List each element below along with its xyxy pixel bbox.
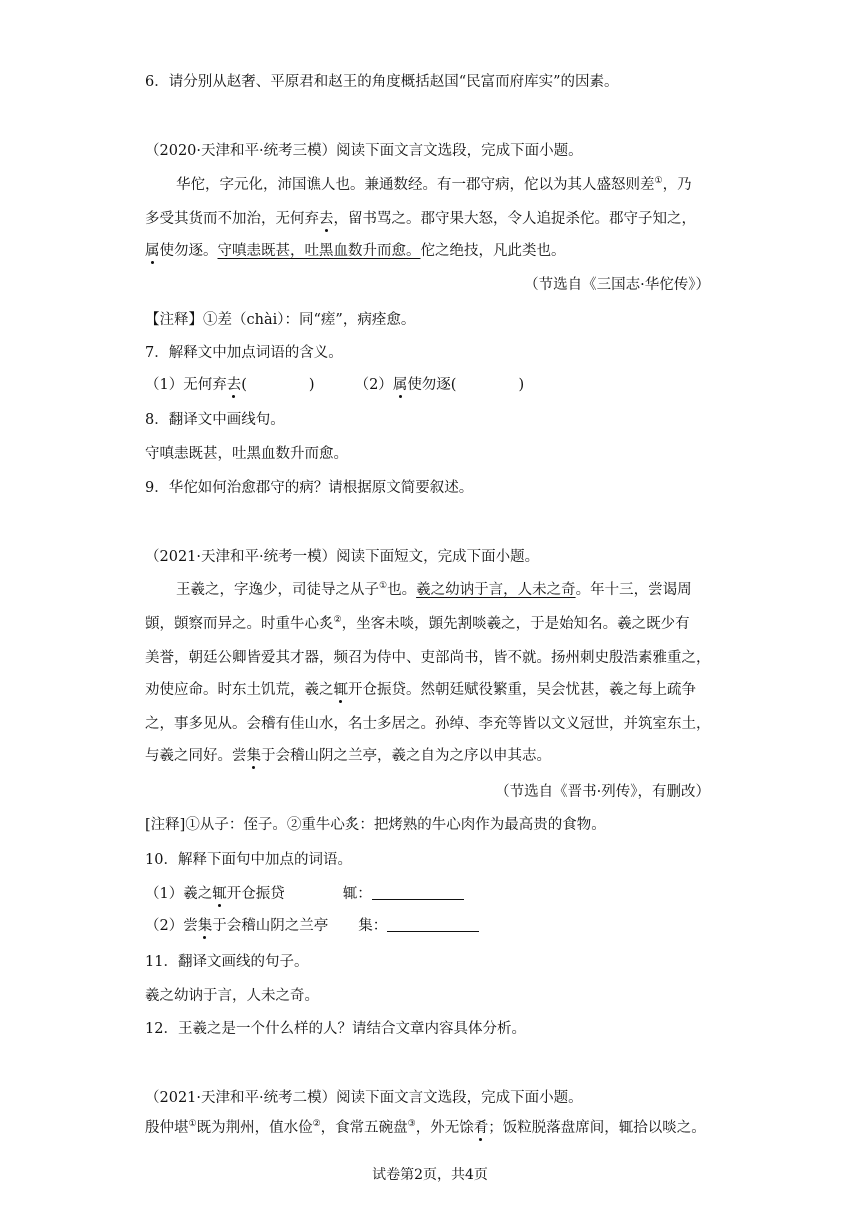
text: 于会稽山阴之兰亭，羲之自为之序以申其志。 <box>261 748 551 764</box>
text: 多受其货而不加治，无何弃 <box>145 211 319 227</box>
text: ，食常五碗盘 <box>320 1120 408 1136</box>
question-11-text: 羲之幼讷于言，人未之奇。 <box>145 988 319 1004</box>
passage-2-source: （节选自《晋书·列传》，有删改） <box>495 784 710 800</box>
text: ，坐客未啖，顗先割啖羲之，于是始知名。羲之既少有 <box>341 616 690 632</box>
question-8: 8．翻译文中画线句。 <box>145 412 285 428</box>
underlined-sentence: 羲之幼讷于言，人未之奇 <box>416 582 576 598</box>
text: 殷仲堪 <box>145 1120 189 1136</box>
answer-label: 辄： <box>342 886 372 902</box>
question-7: 7．解释文中加点词语的含义。 <box>145 345 343 361</box>
answer-blank[interactable] <box>387 917 479 932</box>
text: 。年十三，尝谒周 <box>575 582 692 598</box>
text: ，留书骂之。郡守果大怒，令人追捉杀佗。郡守子知之， <box>333 211 696 227</box>
text: （2）尝 <box>145 918 198 934</box>
text: ，外无馀 <box>415 1120 474 1136</box>
dotted-word: 去 <box>226 377 242 393</box>
dotted-word: 属 <box>145 243 160 259</box>
passage-1-source: （节选自《三国志·华佗传》） <box>524 277 710 293</box>
question-9: 9．华佗如何治愈郡守的病？请根据原文简要叙述。 <box>145 480 474 496</box>
passage-2-note: [注释]①从子：侄子。②重牛心炙：把烤熟的牛心肉作为最高贵的食物。 <box>145 817 606 833</box>
passage-1-line-2 <box>145 209 696 229</box>
dotted-word: 集 <box>246 748 261 764</box>
footnote-marker: ① <box>188 1119 197 1130</box>
passage-2-line-6 <box>145 746 551 766</box>
text: 华佗，字元化，沛国谯人也。兼通数经。有一郡守病，佗以为其人盛怒则差 <box>176 177 655 193</box>
dotted-word: 辄 <box>212 886 227 902</box>
section-2-header: （2021·天津和平·统考一模）阅读下面短文，完成下面小题。 <box>145 549 540 565</box>
text: ) <box>518 377 525 393</box>
text: 使勿逐。 <box>159 243 218 259</box>
underlined-sentence: 守嗔恚既甚，吐黑血数升而愈。 <box>217 243 421 259</box>
section-1-header: （2020·天津和平·统考三模）阅读下面文言文选段，完成下面小题。 <box>145 143 583 159</box>
dotted-word: 辄 <box>333 682 348 698</box>
text: （1）羲之 <box>145 886 213 902</box>
text: 开仓振贷 <box>226 886 285 902</box>
text: 于会稽山阴之兰亭 <box>212 918 329 934</box>
passage-3-line-1 <box>145 1118 706 1138</box>
passage-2-line-1 <box>176 580 692 600</box>
question-10: 10．解释下面句中加点的词语。 <box>145 852 352 868</box>
question-10-item-2 <box>145 916 479 936</box>
passage-1-note: 【注释】①差（chài）：同“瘥”，病痊愈。 <box>145 312 416 328</box>
footnote-marker: ① <box>379 581 388 592</box>
question-10-item-1 <box>145 884 464 904</box>
text: 也。 <box>387 582 417 598</box>
text: 劝使应命。时东土饥荒，羲之 <box>145 682 334 698</box>
text: 使勿逐( <box>407 377 457 393</box>
footnote-marker: ② <box>312 1119 321 1130</box>
footnote-marker: ① <box>654 176 663 187</box>
text: 与羲之同好。尝 <box>145 748 247 764</box>
text: 顗，顗察而异之。时重牛心炙 <box>145 616 334 632</box>
question-12: 12．王羲之是一个什么样的人？请结合文章内容具体分析。 <box>145 1021 526 1037</box>
footnote-marker: ② <box>333 615 342 626</box>
section-3-header: （2021·天津和平·统考二模）阅读下面文言文选段，完成下面小题。 <box>145 1090 583 1106</box>
question-11: 11．翻译文画线的句子。 <box>145 954 309 970</box>
dotted-word: 集 <box>197 918 213 934</box>
text: ；饭粒脱落盘席间，辄拾以啖之。 <box>488 1120 706 1136</box>
text: ，乃 <box>662 177 692 193</box>
passage-1-line-3 <box>145 241 566 261</box>
text: ( <box>241 377 247 393</box>
text: ) <box>308 377 315 393</box>
passage-2-line-5: 之，事多见从。会稽有佳山水，名士多居之。孙绰、李充等皆以文义冠世，并筑室东土， <box>145 716 711 732</box>
text: （2） <box>354 377 393 393</box>
text: 佗之绝技，凡此类也。 <box>420 243 566 259</box>
passage-1-line-1 <box>176 175 692 195</box>
passage-2-line-4 <box>145 680 696 700</box>
question-8-text: 守嗔恚既甚，吐黑血数升而愈。 <box>145 446 348 462</box>
question-7-items <box>145 375 524 395</box>
passage-2-line-3: 美誉，朝廷公卿皆爱其才器，频召为侍中、吏部尚书，皆不就。扬州刺史殷浩素雅重之， <box>145 650 711 666</box>
answer-label: 集： <box>358 918 388 934</box>
text: 既为荆州，值水俭 <box>196 1120 313 1136</box>
dotted-word: 属 <box>392 377 408 393</box>
page-footer: 试卷第2页，共4页 <box>372 1167 488 1183</box>
passage-2-line-2 <box>145 614 690 634</box>
question-6: 6．请分别从赵奢、平原君和赵王的角度概括赵国“民富而府库实”的因素。 <box>145 74 619 90</box>
text: 王羲之，字逸少，司徒导之从子 <box>176 582 379 598</box>
text: （1）无何弃 <box>145 377 227 393</box>
answer-blank[interactable] <box>372 885 464 900</box>
dotted-word: 肴 <box>473 1120 489 1136</box>
dotted-word: 去 <box>319 211 334 227</box>
footnote-marker: ③ <box>407 1119 416 1130</box>
text: 开仓振贷。然朝廷赋役繁重，吴会忧甚，羲之每上疏争 <box>348 682 696 698</box>
